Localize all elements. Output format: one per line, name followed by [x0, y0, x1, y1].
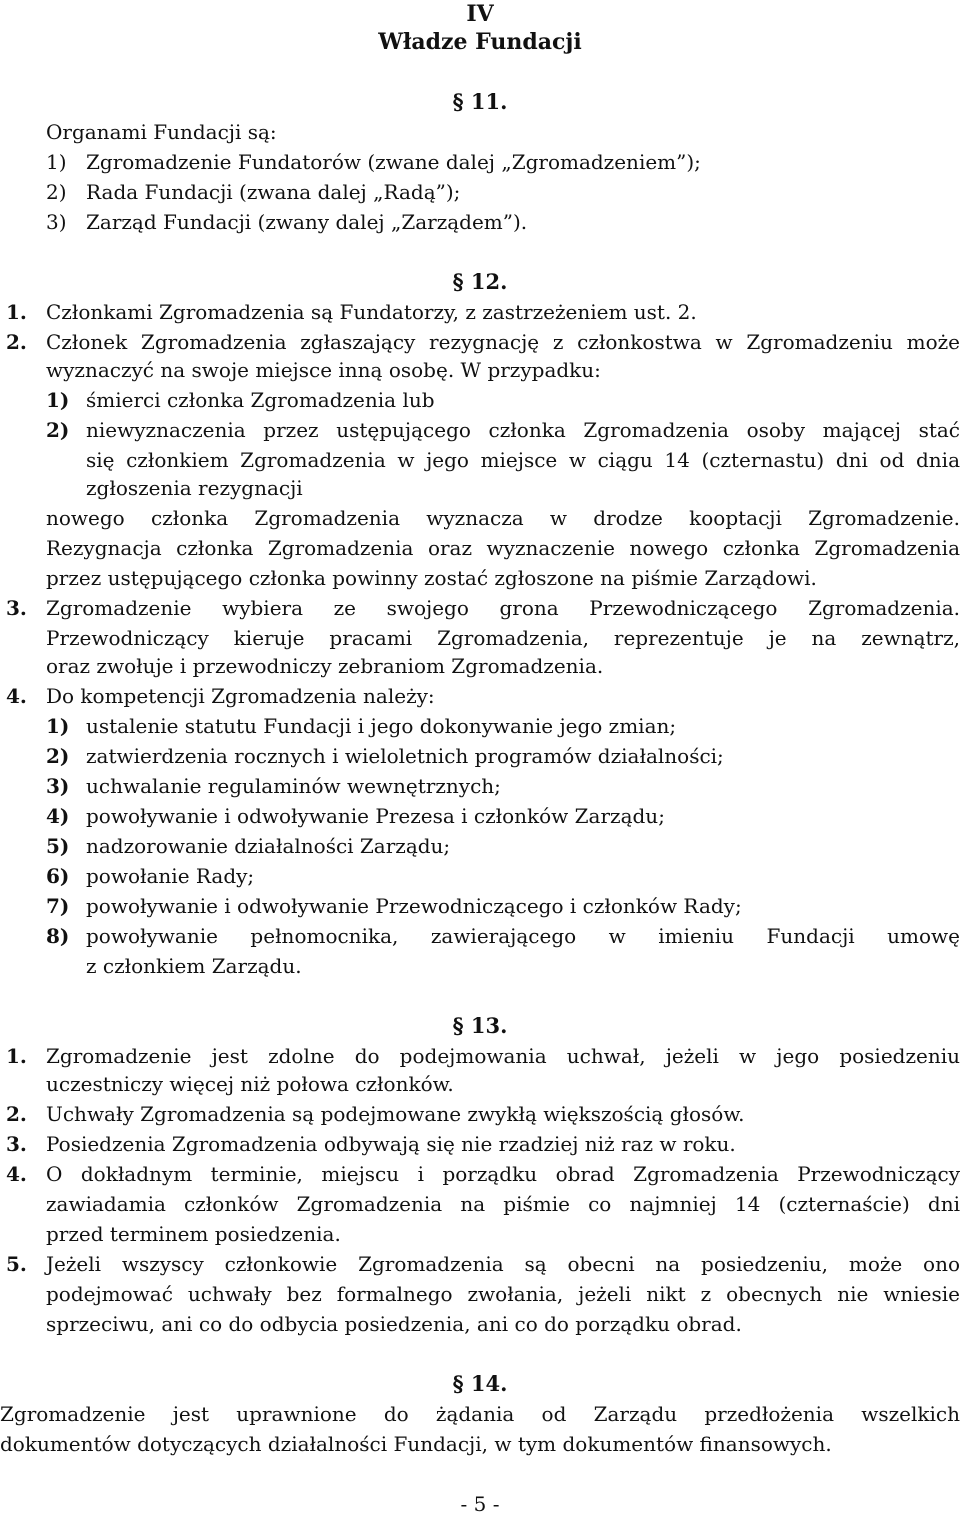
paragraph-line: O dokładnym terminie, miejscu i porządku obrad Zgromadzenia Przewodniczący	[46, 1162, 960, 1186]
paragraph-line: Rezygnacja członka Zgromadzenia oraz wyznaczenie nowego członka Zgromadzenia	[46, 536, 960, 560]
paragraph-number: 4.	[6, 1162, 27, 1186]
list-item-number: 2)	[46, 180, 67, 204]
list-item-text: ustalenie statutu Fundacji i jego dokonywanie jego zmian;	[86, 714, 677, 738]
paragraph-number: 4.	[6, 684, 27, 708]
paragraph-line: dokumentów dotyczących działalności Fundacji, w tym dokumentów finansowych.	[0, 1432, 832, 1456]
paragraph-number: 2.	[6, 330, 27, 354]
paragraph-line-wrap	[46, 534, 960, 562]
section-12-heading: § 12.	[452, 269, 508, 294]
list-item	[46, 148, 67, 176]
list-item-text: uchwalanie regulaminów wewnętrznych;	[86, 774, 501, 798]
paragraph-line: Przewodniczący kieruje pracami Zgromadzenia, reprezentuje je na zewnątrz,	[46, 626, 960, 650]
list-item-number: 4)	[46, 804, 70, 828]
page-number: - 5 -	[460, 1492, 500, 1516]
list-item-text: nadzorowanie działalności Zarządu;	[86, 834, 451, 858]
paragraph-line: podejmować uchwały bez formalnego zwołania, jeżeli nikt z obecnych nie wniesie	[46, 1282, 960, 1306]
list-item-number: 2)	[46, 418, 70, 442]
list-item-text: zatwierdzenia rocznych i wieloletnich programów działalności;	[86, 744, 724, 768]
paragraph-line-wrap	[46, 1160, 960, 1188]
paragraph-line-wrap	[46, 594, 960, 622]
paragraph-line-wrap	[0, 1400, 960, 1428]
paragraph-line: Członek Zgromadzenia zgłaszający rezygnację z członkostwa w Zgromadzeniu może	[46, 330, 960, 354]
list-item-number: 3)	[46, 210, 67, 234]
list-item-number: 6)	[46, 864, 70, 888]
list-item-line-wrap	[86, 922, 960, 950]
list-item-number: 1)	[46, 388, 70, 412]
paragraph-text: Do kompetencji Zgromadzenia należy:	[46, 684, 435, 708]
list-item-line: niewyznaczenia przez ustępującego członka Zgromadzenia osoby mającej stać	[86, 418, 960, 442]
paragraph-line: przez ustępującego członka powinny zostać zgłoszone na piśmie Zarządowi.	[46, 566, 817, 590]
section-13-heading: § 13.	[452, 1013, 508, 1038]
paragraph-line: nowego członka Zgromadzenia wyznacza w drodze kooptacji Zgromadzenie.	[46, 506, 960, 530]
list-item-text: śmierci członka Zgromadzenia lub	[86, 388, 435, 412]
chapter-number: IV	[466, 1, 494, 27]
list-item-number: 5)	[46, 834, 70, 858]
list-item-text	[86, 416, 960, 444]
list-item-line: z członkiem Zarządu.	[86, 954, 302, 978]
paragraph-line: zawiadamia członków Zgromadzenia na piśmie co najmniej 14 (czternaście) dni	[46, 1192, 960, 1216]
paragraph-line: Posiedzenia Zgromadzenia odbywają się nie rzadziej niż raz w roku.	[46, 1132, 736, 1156]
chapter-title: Władze Fundacji	[378, 29, 582, 55]
paragraph-line: Zgromadzenie jest uprawnione do żądania od Zarządu przedłożenia wszelkich	[0, 1402, 960, 1426]
list-item-line: zgłoszenia rezygnacji	[86, 476, 303, 500]
paragraph-line: Zgromadzenie jest zdolne do podejmowania uchwał, jeżeli w jego posiedzeniu	[46, 1044, 960, 1068]
paragraph-line: wyznaczyć na swoje miejsce inną osobę. W przypadku:	[46, 358, 601, 382]
paragraph-line-wrap	[46, 1190, 960, 1218]
list-item-text: powoływanie i odwoływanie Przewodniczącego i członków Rady;	[86, 894, 742, 918]
paragraph-line-wrap	[46, 624, 960, 652]
paragraph-text	[46, 328, 960, 356]
list-item-number: 8)	[46, 924, 70, 948]
paragraph-text: Członkami Zgromadzenia są Fundatorzy, z zastrzeżeniem ust. 2.	[46, 300, 697, 324]
list-item-line: się członkiem Zgromadzenia w jego miejsce w ciągu 14 (czternastu) dni od dnia	[86, 448, 960, 472]
section-14-heading: § 14.	[452, 1371, 508, 1396]
paragraph-line: Jeżeli wszyscy członkowie Zgromadzenia są obecni na posiedzeniu, może ono	[46, 1252, 960, 1276]
paragraph-line: przed terminem posiedzenia.	[46, 1222, 341, 1246]
section-11-intro: Organami Fundacji są:	[46, 120, 277, 144]
list-item-text: powoływanie i odwoływanie Prezesa i członków Zarządu;	[86, 804, 665, 828]
list-item-number: 2)	[46, 744, 70, 768]
list-item-number: 3)	[46, 774, 70, 798]
paragraph-line: oraz zwołuje i przewodniczy zebraniom Zgromadzenia.	[46, 654, 604, 678]
list-item	[46, 208, 67, 236]
paragraph-number: 1.	[6, 1044, 27, 1068]
list-item-line-wrap	[86, 446, 960, 474]
list-item	[46, 178, 67, 206]
list-item-number: 1)	[46, 150, 67, 174]
paragraph-line: Zgromadzenie wybiera ze swojego grona Przewodniczącego Zgromadzenia.	[46, 596, 960, 620]
list-item-text: powołanie Rady;	[86, 864, 255, 888]
paragraph-line: uczestniczy więcej niż połowa członków.	[46, 1072, 454, 1096]
paragraph-number: 3.	[6, 1132, 27, 1156]
paragraph-line-wrap	[46, 1250, 960, 1278]
paragraph-line-wrap	[46, 504, 960, 532]
paragraph-number: 3.	[6, 596, 27, 620]
paragraph-number: 5.	[6, 1252, 27, 1276]
paragraph-number: 2.	[6, 1102, 27, 1126]
list-item-line: powoływanie pełnomocnika, zawierającego w imieniu Fundacji umowę	[86, 924, 960, 948]
paragraph-line-wrap	[46, 1280, 960, 1308]
paragraph-line-wrap	[46, 1042, 960, 1070]
list-item-number: 7)	[46, 894, 70, 918]
list-item-text: Rada Fundacji (zwana dalej „Radą”);	[86, 180, 461, 204]
list-item-number: 1)	[46, 714, 70, 738]
list-item-text: Zgromadzenie Fundatorów (zwane dalej „Zgromadzeniem”);	[86, 150, 701, 174]
list-item-text: Zarząd Fundacji (zwany dalej „Zarządem”).	[86, 210, 528, 234]
section-11-heading: § 11.	[452, 89, 508, 114]
paragraph-number: 1.	[6, 300, 27, 324]
paragraph-line: sprzeciwu, ani co do odbycia posiedzenia, ani co do porządku obrad.	[46, 1312, 742, 1336]
paragraph-line: Uchwały Zgromadzenia są podejmowane zwykłą większością głosów.	[46, 1102, 745, 1126]
